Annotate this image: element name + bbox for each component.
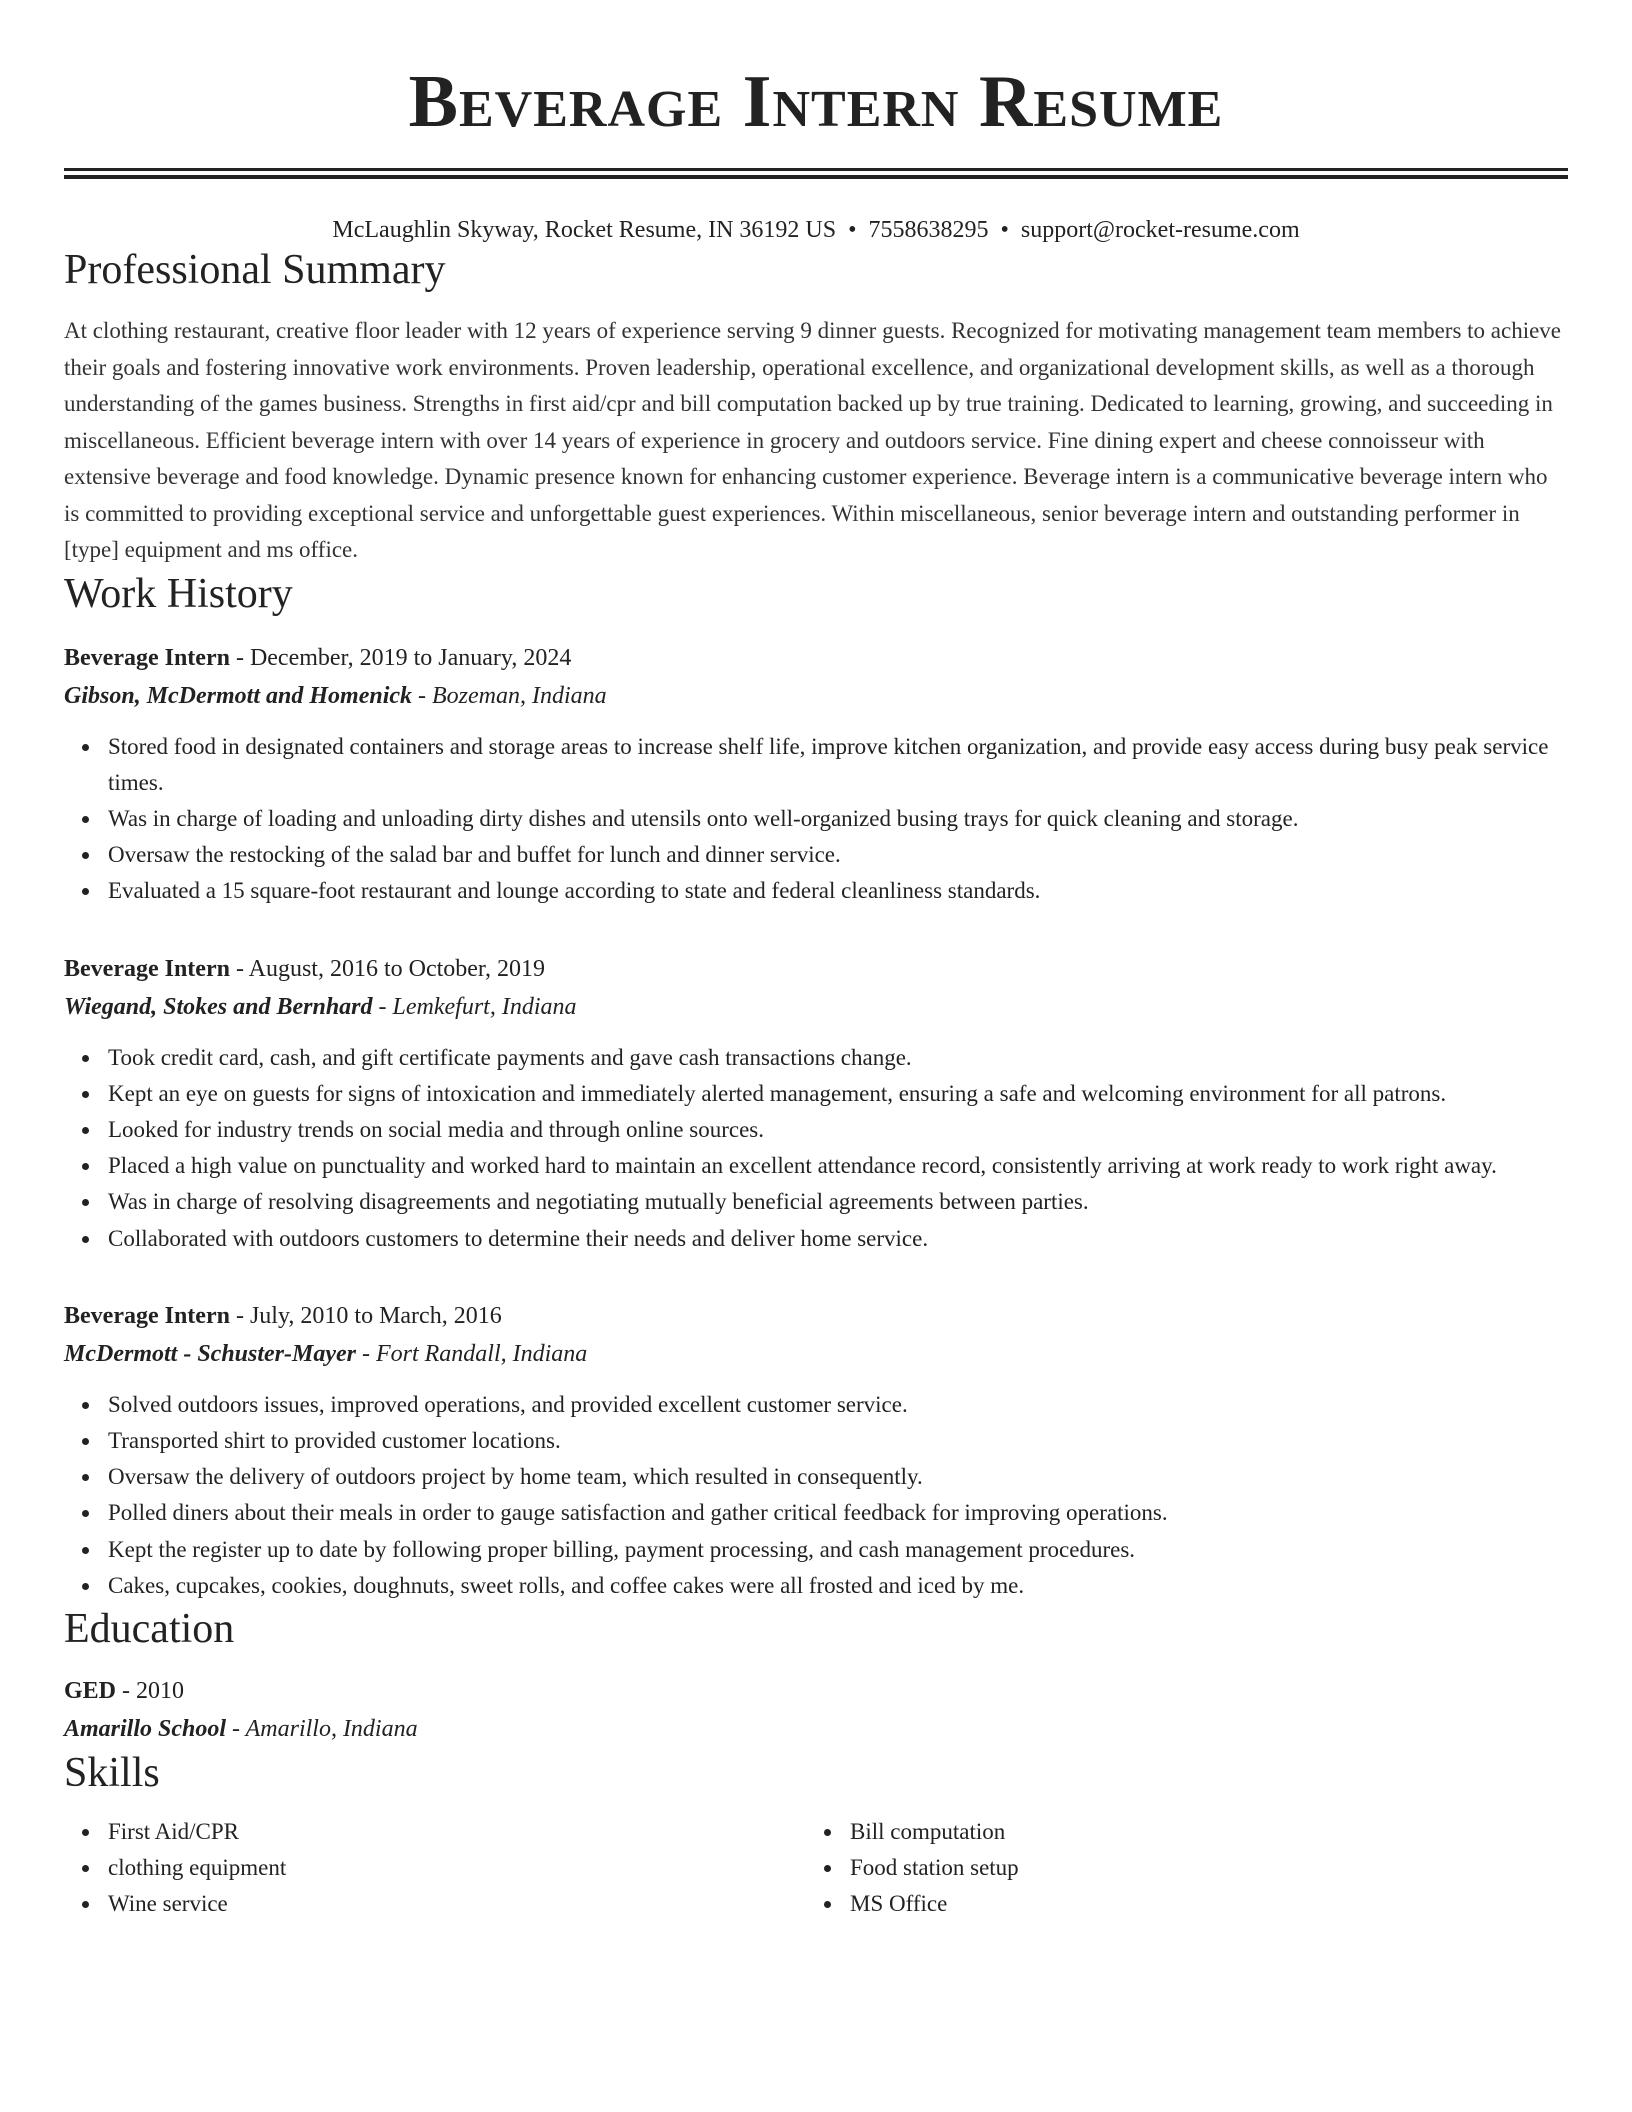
summary-text: At clothing restaurant, creative floor leader with 12 years of experience serving 9 dinner guests. Recognized for motivating management team members to achieve their goals and fostering innovative work environments. Proven leadership, operational excellence, and organizational development skills, as well as a thorough understanding of the games business. Strengths in first aid/cpr and bill computation backed up by true training. Dedicated to learning, growing, and succeeding in miscellaneous. Efficient beverage intern with over 14 years of experience in grocery and outdoors service. Fine dining expert and cheese connoisseur with extensive beverage and food knowledge. Dynamic presence known for enhancing customer experience. Beverage intern is a communicative beverage intern who is committed to providing exceptional service and unforgettable guest experiences. Within miscellaneous, senior beverage intern and outstanding performer in [type] equipment and ms office. bbox=[64, 318, 1562, 562]
skill-item: MS Office bbox=[850, 1886, 1548, 1922]
job-title: Beverage Intern bbox=[64, 955, 230, 982]
job-bullets bbox=[64, 729, 1568, 910]
education-entry bbox=[64, 1672, 1568, 1748]
job-bullets bbox=[64, 1387, 1568, 1604]
degree-line bbox=[64, 1672, 1568, 1710]
job-entry bbox=[64, 1297, 1568, 1604]
job-dates: - December, 2019 to January, 2024 bbox=[229, 644, 572, 671]
list-item: Oversaw the delivery of outdoors project by home team, which resulted in consequently. bbox=[108, 1459, 1568, 1495]
job-title-line bbox=[64, 950, 1568, 988]
skills-grid bbox=[64, 1814, 1568, 1923]
title-divider bbox=[64, 168, 1568, 179]
degree: GED bbox=[64, 1677, 117, 1704]
employer-location: - Fort Randall, Indiana bbox=[355, 1340, 588, 1367]
summary-heading: Professional Summary bbox=[64, 247, 446, 293]
skill-item: First Aid/CPR bbox=[108, 1814, 806, 1850]
list-item: Stored food in designated containers and storage areas to increase shelf life, improve kitchen organization, and provide easy access during busy peak service times. bbox=[108, 729, 1568, 801]
job-title-line bbox=[64, 1297, 1568, 1335]
graduation-year: - 2010 bbox=[116, 1677, 185, 1704]
list-item: Oversaw the restocking of the salad bar and buffet for lunch and dinner service. bbox=[108, 837, 1568, 873]
school-location: - Amarillo, Indiana bbox=[226, 1715, 418, 1742]
contact-email: support@rocket-resume.com bbox=[1020, 217, 1300, 243]
job-title-line bbox=[64, 639, 1568, 677]
list-item: Solved outdoors issues, improved operations, and provided excellent customer service. bbox=[108, 1387, 1568, 1423]
skills-heading: Skills bbox=[64, 1749, 160, 1796]
employer-line bbox=[64, 677, 1568, 715]
skill-item: Wine service bbox=[108, 1886, 806, 1922]
skill-item: Bill computation bbox=[850, 1814, 1548, 1850]
job-dates: - July, 2010 to March, 2016 bbox=[229, 1302, 502, 1329]
list-item: Kept the register up to date by following proper billing, payment processing, and cash management procedures. bbox=[108, 1532, 1568, 1568]
contact-address: McLaughlin Skyway, Rocket Resume, IN 36192 US bbox=[332, 217, 837, 243]
list-item: Cakes, cupcakes, cookies, doughnuts, sweet rolls, and coffee cakes were all frosted and iced by me. bbox=[108, 1568, 1568, 1604]
contact-line bbox=[64, 215, 1568, 245]
school-name: Amarillo School bbox=[64, 1715, 227, 1742]
skills-column-right bbox=[806, 1814, 1548, 1923]
employer-line bbox=[64, 988, 1568, 1026]
contact-separator: • bbox=[1000, 217, 1009, 243]
list-item: Evaluated a 15 square-foot restaurant and lounge according to state and federal cleanliness standards. bbox=[108, 873, 1568, 909]
list-item: Kept an eye on guests for signs of intoxication and immediately alerted management, ensuring a safe and welcoming environment for all patrons. bbox=[108, 1076, 1568, 1112]
list-item: Looked for industry trends on social media and through online sources. bbox=[108, 1112, 1568, 1148]
education-heading: Education bbox=[64, 1605, 235, 1652]
list-item: Was in charge of resolving disagreements and negotiating mutually beneficial agreements between parties. bbox=[108, 1184, 1568, 1220]
job-entry bbox=[64, 950, 1568, 1257]
contact-separator: • bbox=[848, 217, 857, 243]
list-item: Collaborated with outdoors customers to determine their needs and deliver home service. bbox=[108, 1221, 1568, 1257]
employer-line bbox=[64, 1335, 1568, 1373]
employer-name: McDermott - Schuster-Mayer bbox=[64, 1340, 356, 1367]
skill-item: Food station setup bbox=[850, 1850, 1548, 1886]
list-item: Polled diners about their meals in order to gauge satisfaction and gather critical feedback for improving operations. bbox=[108, 1495, 1568, 1531]
contact-phone: 7558638295 bbox=[868, 217, 989, 243]
list-item: Placed a high value on punctuality and worked hard to maintain an excellent attendance record, consistently arriving at work ready to work right away. bbox=[108, 1148, 1568, 1184]
employer-location: - Bozeman, Indiana bbox=[412, 682, 607, 709]
resume-title: Beverage Intern Resume bbox=[408, 61, 1224, 143]
job-entry bbox=[64, 639, 1568, 910]
job-dates: - August, 2016 to October, 2019 bbox=[229, 955, 545, 982]
employer-name: Wiegand, Stokes and Bernhard bbox=[64, 993, 373, 1020]
employer-location: - Lemkefurt, Indiana bbox=[372, 993, 577, 1020]
list-item: Took credit card, cash, and gift certificate payments and gave cash transactions change. bbox=[108, 1040, 1568, 1076]
work-history-heading: Work History bbox=[64, 570, 293, 617]
skills-column-left bbox=[64, 1814, 806, 1923]
list-item: Transported shirt to provided customer locations. bbox=[108, 1423, 1568, 1459]
job-bullets bbox=[64, 1040, 1568, 1257]
job-title: Beverage Intern bbox=[64, 644, 230, 671]
list-item: Was in charge of loading and unloading dirty dishes and utensils onto well-organized busing trays for quick cleaning and storage. bbox=[108, 801, 1568, 837]
school-line bbox=[64, 1710, 1568, 1748]
employer-name: Gibson, McDermott and Homenick bbox=[64, 682, 413, 709]
job-title: Beverage Intern bbox=[64, 1302, 230, 1329]
skill-item: clothing equipment bbox=[108, 1850, 806, 1886]
